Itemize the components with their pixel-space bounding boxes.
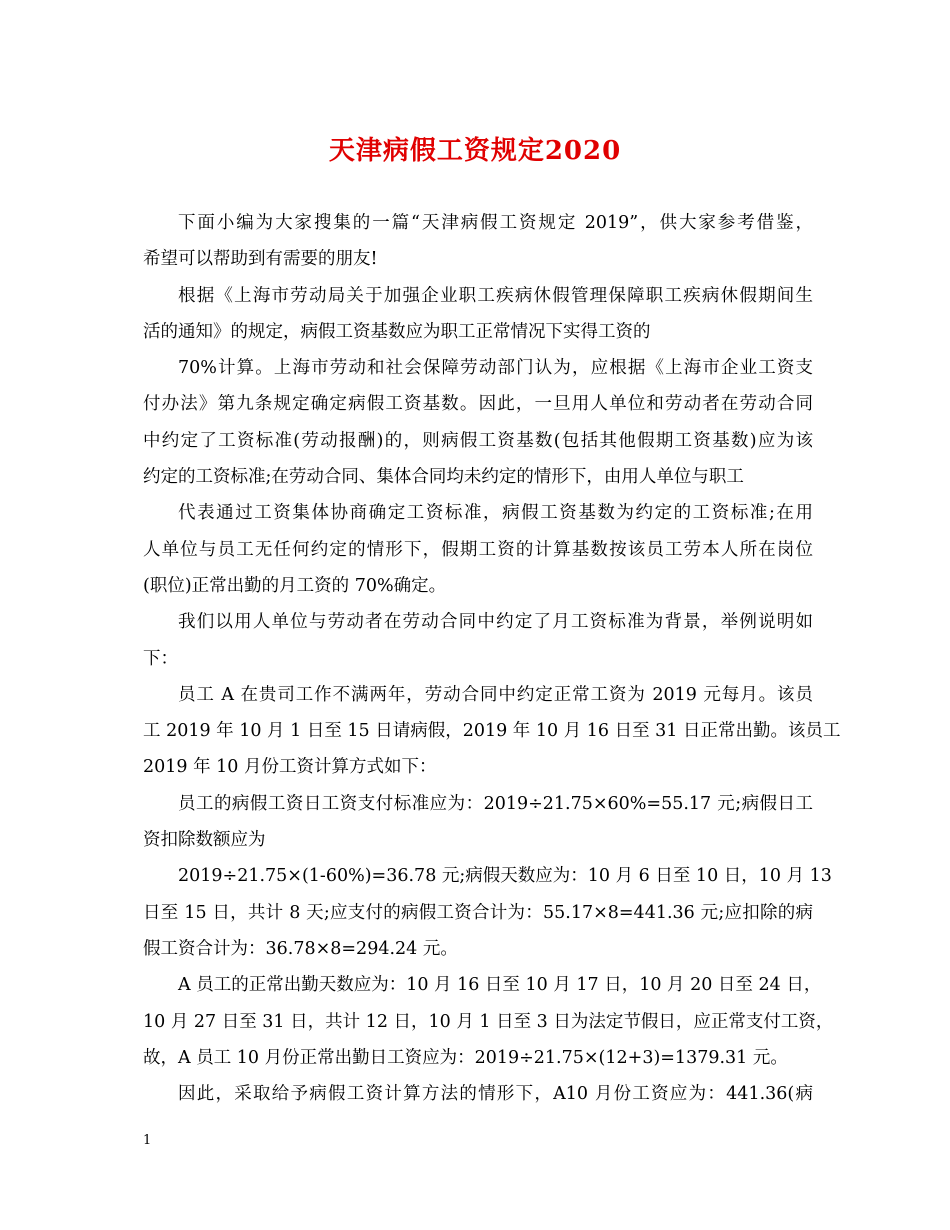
text-line: 根据《上海市劳动局关于加强企业职工疾病休假管理保障职工疾病休假期间生 xyxy=(178,285,813,306)
text-line: 工 2019 年 10 月 1 日至 15 日请病假，2019 年 10 月 16 日至 31 日正常出勤。该员工 xyxy=(143,721,841,742)
text-line: 因此，采取给予病假工资计算方法的情形下，A10 月份工资应为：441.36(病 xyxy=(178,1084,813,1105)
text-line: 2019 年 10 月份工资计算方式如下： xyxy=(143,757,437,778)
text-line: 员工的病假工资日工资支付标准应为：2019÷21.75×60%=55.17 元;病假日工 xyxy=(178,793,813,814)
text-line: A 员工的正常出勤天数应为：10 月 16 日至 10 月 17 日，10 月 20 日至 24 日， xyxy=(178,975,822,996)
text-line: 中约定了工资标准(劳动报酬)的，则病假工资基数(包括其他假期工资基数)应为该 xyxy=(143,430,813,451)
text-line: 下： xyxy=(143,648,178,669)
text-line: 员工 A 在贵司工作不满两年，劳动合同中约定正常工资为 2019 元每月。该员 xyxy=(178,684,813,705)
text-line: 故，A 员工 10 月份正常出勤日工资应为：2019÷21.75×(12+3)=1379.31 元。 xyxy=(143,1047,788,1068)
text-line: (职位)正常出勤的月工资的 70%确定。 xyxy=(143,575,447,596)
document-body xyxy=(143,205,841,1112)
page-number: 1 xyxy=(143,1133,152,1148)
text-line: 资扣除数额应为 xyxy=(143,830,266,851)
text-line: 活的通知》的规定，病假工资基数应为职工正常情况下实得工资的 xyxy=(143,321,651,342)
text-line: 希望可以帮助到有需要的朋友! xyxy=(143,249,378,270)
text-line: 下面小编为大家搜集的一篇“天津病假工资规定 2019”，供大家参考借鉴， xyxy=(178,213,813,233)
text-line: 人单位与员工无任何约定的情形下，假期工资的计算基数按该员工劳本人所在岗位 xyxy=(143,539,813,560)
text-line: 代表通过工资集体协商确定工资标准，病假工资基数为约定的工资标准;在用 xyxy=(178,503,813,524)
text-line: 约定的工资标准;在劳动合同、集体合同均未约定的情形下，由用人单位与职工 xyxy=(143,467,744,488)
document-title: 天津病假工资规定2020 xyxy=(328,136,622,166)
text-line: 10 月 27 日至 31 日，共计 12 日，10 月 1 日至 3 日为法定节假日，应正常支付工资， xyxy=(143,1011,834,1032)
text-line: 我们以用人单位与劳动者在劳动合同中约定了月工资标准为背景，举例说明如 xyxy=(178,612,813,633)
text-line: 假工资合计为：36.78×8=294.24 元。 xyxy=(143,938,458,959)
text-line: 2019÷21.75×(1-60%)=36.78 元;病假天数应为：10 月 6 日至 10 日，10 月 13 xyxy=(178,866,832,887)
text-line: 付办法》第九条规定确定病假工资基数。因此，一旦用人单位和劳动者在劳动合同 xyxy=(143,394,813,415)
text-line: 70%计算。上海市劳动和社会保障劳动部门认为，应根据《上海市企业工资支 xyxy=(178,358,813,379)
text-line: 日至 15 日，共计 8 天;应支付的病假工资合计为：55.17×8=441.36 元;应扣除的病 xyxy=(143,902,813,923)
